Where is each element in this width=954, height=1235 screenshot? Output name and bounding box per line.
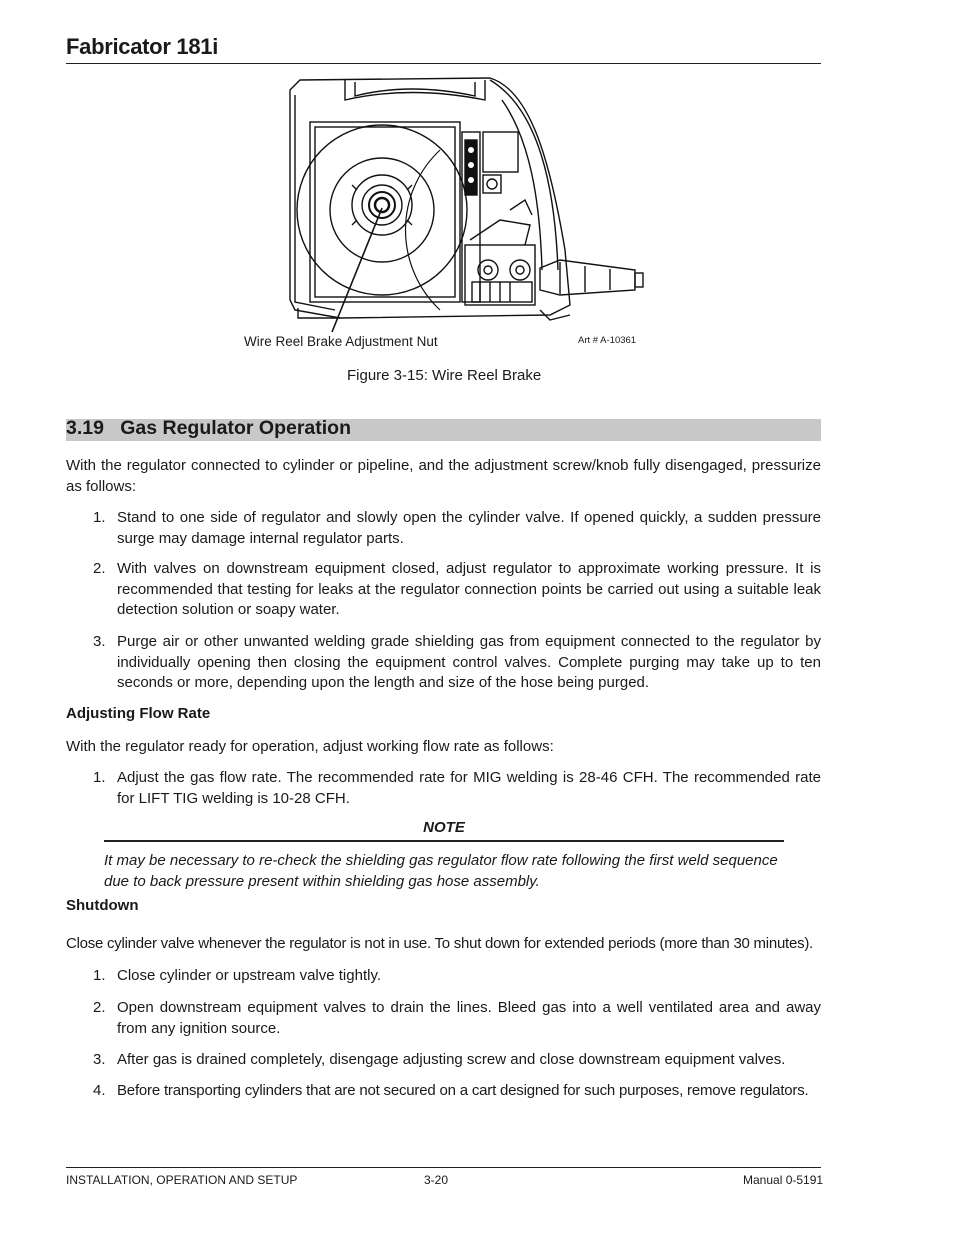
footer-manual-number: Manual 0-5191 — [743, 1173, 824, 1187]
figure-caption: Figure 3-15: Wire Reel Brake — [347, 367, 542, 384]
flow-step-number: 1. — [93, 769, 106, 786]
page-header-title: Fabricator 181i — [66, 34, 219, 59]
note-text: It may be necessary to re-check the shielding gas regulator flow rate following the first weld sequence due to back pressure present within shielding gas hose assembly. — [104, 852, 778, 890]
step-text: Stand to one side of regulator and slowly open the cylinder valve. If opened quickly, a sudden pressure surge may damage internal regulator parts. — [117, 509, 821, 547]
step-text: Purge air or other unwanted welding grade shielding gas from equipment connected to the regulator by individually opening then closing the equipment control valves. Complete purging may take up to ten seconds or more, depending upon the length and size of the hose being purged. — [117, 633, 821, 691]
shutdown-intro: Close cylinder valve whenever the regulator is not in use. To shut down for extended periods (more than 30 minutes). — [66, 935, 813, 952]
callout-leader-line — [332, 208, 382, 332]
footer-page-number: 3-20 — [424, 1173, 449, 1187]
subheading-flow-rate: Adjusting Flow Rate — [66, 705, 211, 722]
section-heading: 3.19 Gas Regulator Operation — [66, 417, 351, 439]
step-number: 2. — [93, 560, 106, 577]
shutdown-step-number: 1. — [93, 967, 106, 984]
subheading-shutdown: Shutdown — [66, 897, 139, 914]
shutdown-step-text: Before transporting cylinders that are not secured on a cart designed for such purposes, remove regulators. — [117, 1082, 809, 1099]
section-intro: With the regulator connected to cylinder or pipeline, and the adjustment screw/knob fully disengaged, pressurize as follows: — [66, 457, 821, 495]
header-rule — [66, 63, 821, 64]
shutdown-step-text: After gas is drained completely, disengage adjusting screw and close downstream equipment valves. — [117, 1051, 786, 1068]
figure-callout-label: Wire Reel Brake Adjustment Nut — [244, 334, 438, 349]
shutdown-step-text: Close cylinder or upstream valve tightly. — [117, 967, 381, 984]
note-title: NOTE — [423, 819, 465, 836]
step-text: With valves on downstream equipment closed, adjust regulator to approximate working pressure. It is recommended that testing for leaks at the regulator connection points be carried out using a suitable leak detection solution or soapy water. — [117, 560, 821, 618]
flow-intro: With the regulator ready for operation, adjust working flow rate as follows: — [66, 738, 554, 755]
wire-reel-brake-illustration — [240, 70, 660, 360]
shutdown-step-number: 3. — [93, 1051, 106, 1068]
step-number: 3. — [93, 633, 106, 650]
shutdown-step-text: Open downstream equipment valves to drain the lines. Bleed gas into a well ventilated area and away from any ignition source. — [117, 999, 821, 1037]
step-number: 1. — [93, 509, 106, 526]
footer-rule — [66, 1167, 821, 1168]
art-number: Art # A-10361 — [578, 335, 637, 346]
shutdown-step-number: 4. — [93, 1082, 106, 1099]
footer-section-label: INSTALLATION, OPERATION AND SETUP — [66, 1173, 298, 1187]
flow-step-text: Adjust the gas flow rate. The recommended rate for MIG welding is 28-46 CFH. The recommended rate for LIFT TIG welding is 10-28 CFH. — [117, 769, 821, 807]
shutdown-step-number: 2. — [93, 999, 106, 1016]
note-rule — [104, 840, 784, 842]
